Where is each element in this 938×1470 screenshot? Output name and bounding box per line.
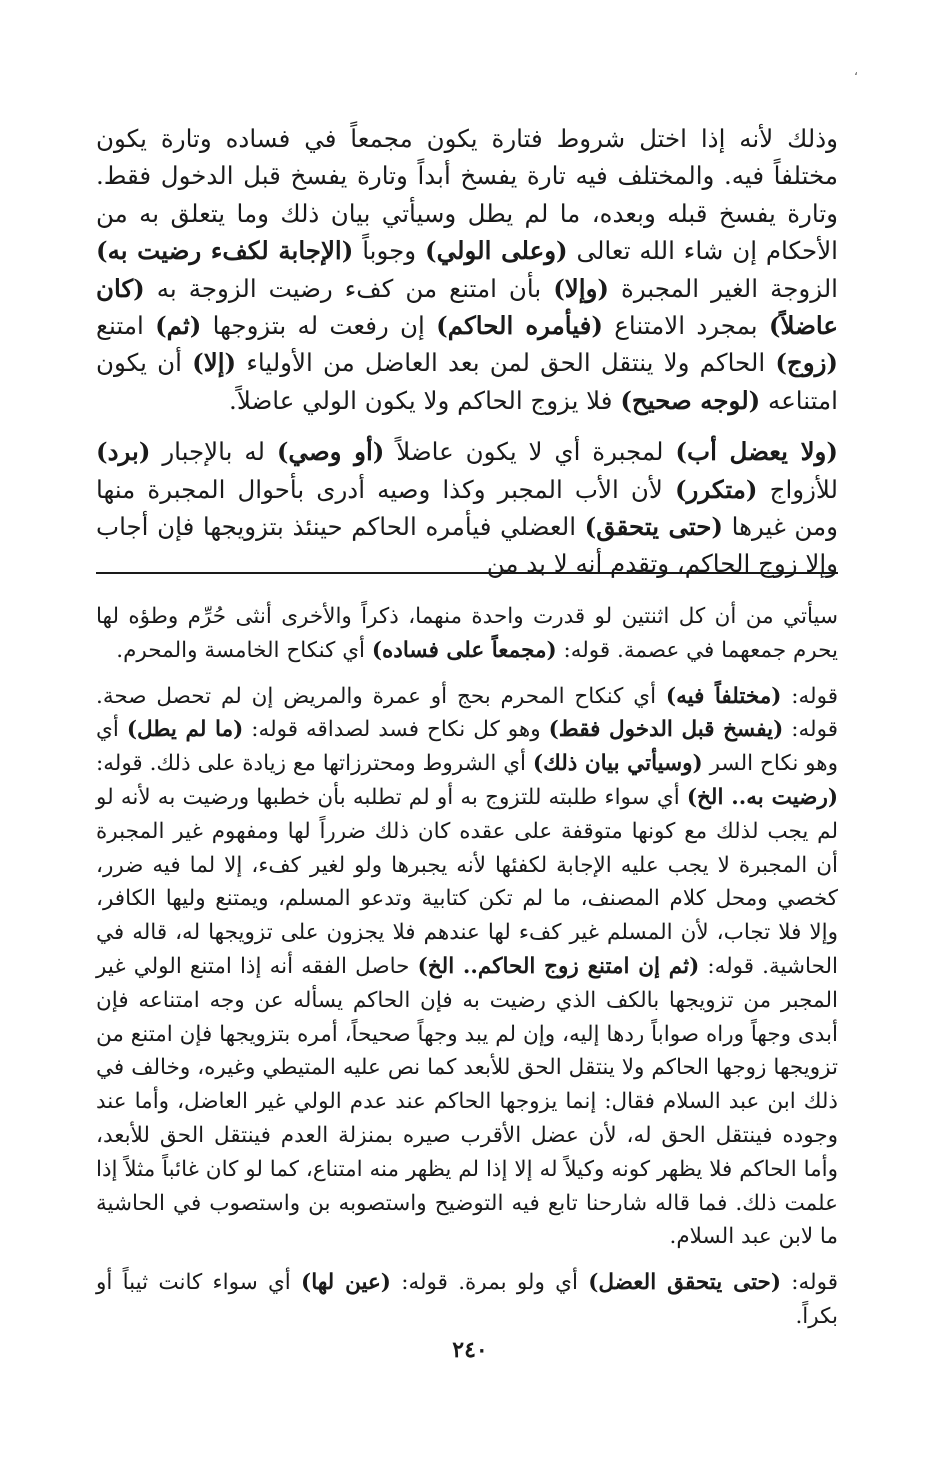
text-run: أي الشروط ومحترزاتها مع زيادة على ذلك. قوله: <box>96 751 533 777</box>
bold-term: (ولا يعضل أب) <box>675 437 838 467</box>
text-run: أي ولو بمرة. قوله: <box>390 1270 589 1296</box>
bold-term: (ما لم يطل) <box>126 717 244 743</box>
text-run: أي كنكاح الخامسة والمحرم. <box>116 637 372 663</box>
main-paragraph-1 <box>96 120 838 419</box>
bold-term: (وعلى الولي) <box>425 236 568 266</box>
text-run: وجوباً <box>353 236 426 266</box>
text-run: وهو كل نكاح فسد لصداقه قوله: <box>243 717 549 743</box>
bold-term: (ثم إن امتنع زوج الحاكم.. الخ) <box>417 953 700 979</box>
text-run: أي وهو نكاح السر <box>96 717 838 777</box>
text-run: أي سواء طلبته للتزوج به أو لم تطلبه بأن خطبها ورضيت به لأنه لو لم يجب لذلك مع كونها متوقفة على عقده كان ذلك ضرراً لها ومفهوم غير المجبرة أن المجبرة لا يجب عليه الإجابة لكفئها لأنه يجبرها ولو لغير كفء، إلا لما فيه ضرر، كخصي ومحل كلام المصنف، ما لم تكن كتابية وتدعو المسلم، ويمتنع وليها الكافر، وإلا فلا تجاب، لأن المسلم غير كفء لها عندهم فلا يجزون على تزويجها له، قاله في الحاشية. قوله: <box>96 784 838 979</box>
bold-term: (يفسخ قبل الدخول فقط) <box>548 717 784 743</box>
bold-term: (وسيأتي بيان ذلك) <box>532 751 703 777</box>
page-number: ٢٤٠ <box>452 1337 488 1363</box>
text-run: له بالإجبار <box>150 437 277 467</box>
bold-term: (عين لها) <box>301 1270 391 1296</box>
text-run: أي كنكاح المحرم بحج أو عمرة والمريض إن لم تحصل صحة. قوله: <box>96 683 838 743</box>
text-run: لمجبرة أي لا يكون عاضلاً <box>384 437 676 467</box>
text-run: بأن امتنع من كفء رضيت الزوجة به <box>144 273 554 303</box>
bold-term: (متكرر) <box>674 474 758 504</box>
footnotes <box>96 600 838 1334</box>
text-run: أن يكون امتناعه <box>96 348 838 415</box>
text-run: إن رفعت له بتزوجها <box>201 311 437 341</box>
main-text <box>96 120 838 583</box>
bold-term: (حتى يتحقق العضل) <box>588 1270 782 1296</box>
bold-term: (أو وصي) <box>276 437 385 467</box>
footnote-paragraph-3 <box>96 1266 838 1334</box>
bold-term: (مختلفاً فيه) <box>665 683 782 709</box>
footnote-paragraph-1 <box>96 600 838 668</box>
text-run: امتنع <box>96 311 156 341</box>
bold-term: (وإلا) <box>553 273 610 303</box>
text-run: أي سواء كانت ثيباً أو بكراً. <box>96 1270 838 1329</box>
bold-term: (إلا) <box>192 348 237 378</box>
text-run: العضلي فيأمره الحاكم حينئذ بتزويجها فإن أجاب وإلا زوج الحاكم، وتقدم أنه لا بد من <box>96 512 838 579</box>
text-run: حاصل الفقه أنه إذا امتنع الولي غير المجبر من تزويجها بالكف الذي رضيت به فإن الحاكم يسأله عن وجه امتناعه فإن أبدى وجهاً وراه صواباً ردها إليه، وإن لم يبد وجهاً صحيحاً، أمره بتزويجها فإن امتنع من تزويجها زوجها الحاكم ولا ينتقل الحق للأبعد كما نص عليه المتيطي وغيره، وخالف في ذلك ابن عبد السلام فقال: إنما يزوجها الحاكم عند عدم الولي غير العاضل، وأما عند وجوده فينتقل الحق له، لأن عضل الأقرب صيره بمنزلة العدم فينتقل الحق للأبعد، وأما الحاكم فلا يظهر كونه وكيلاً له إلا إذا لم يظهر منه امتناع، كما لو كان غائباً مثلاً إذا علمت ذلك. فما قاله شارحنا تابع فيه التوضيح واستصوبه بن واستصوب في الحاشية ما لابن عبد السلام. <box>96 953 838 1250</box>
text-run: قوله: <box>781 1270 838 1296</box>
main-paragraph-2 <box>96 433 838 583</box>
text-run: الحاكم ولا ينتقل الحق لمن بعد العاضل من الأولياء <box>236 348 776 378</box>
text-run: للأزواج <box>757 474 839 504</box>
bold-term: (حتى يتحقق) <box>584 512 724 542</box>
bold-term: (برد) <box>96 437 151 467</box>
text-run: لأن الأب المجبر وكذا وصيه أدرى بأحوال المجبرة منها ومن غيرها <box>96 474 838 542</box>
bold-term: (كان عاضلاً) <box>96 273 838 341</box>
text-run: فلا يزوج الحاكم ولا يكون الولي عاضلاً. <box>229 385 621 415</box>
bold-term: (فيأمره الحاكم) <box>436 311 603 341</box>
footnote-paragraph-2 <box>96 680 838 1255</box>
text-run: الزوجة الغير المجبرة <box>609 273 838 303</box>
footnote-separator <box>96 572 838 574</box>
bold-term: (ثم) <box>155 311 202 341</box>
text-run: وذلك لأنه إذا اختل شروط فتارة يكون مجمعاً في فساده وتارة يكون مختلفاً فيه. والمختلف فيه تارة يفسخ أبداً وتارة يفسخ قبل الدخول فقط. وتارة يفسخ قبله وبعده، ما لم يطل وسيأتي بيان ذلك وما يتعلق به من الأحكام إن شاء الله تعالى <box>96 124 838 266</box>
text-run: بمجرد الامتناع <box>602 311 769 341</box>
bold-term: (لوجه صحيح) <box>620 385 761 415</box>
bold-term: (مجمعاً على فساده) <box>371 637 557 663</box>
bold-term: (زوج) <box>775 348 838 378</box>
margin-mark: ، <box>854 64 858 78</box>
bold-term: (الإجابة لكفء رضيت به) <box>96 236 354 266</box>
text-run: سيأتي من أن كل اثنتين لو قدرت واحدة منهما، ذكراً والأخرى أنثى حُرِّم وطؤه لها يحرم جمعهما في عصمة. قوله: <box>96 604 838 663</box>
text-run: قوله: <box>781 683 838 709</box>
bold-term: (رضيت به.. الخ) <box>686 784 838 810</box>
